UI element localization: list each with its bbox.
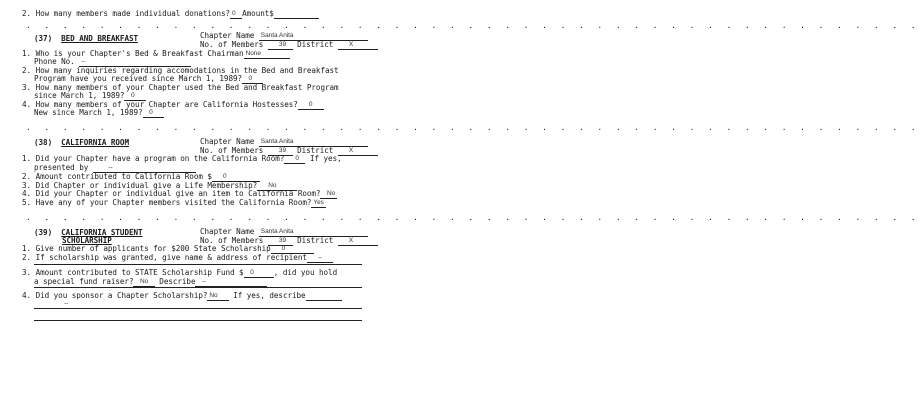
handwritten-answer: 39 — [278, 147, 287, 154]
members-label: No. of Members — [200, 236, 264, 245]
answer-line — [34, 287, 362, 288]
district-label: District — [297, 146, 334, 155]
chapter-name-label: Chapter Name — [200, 137, 255, 146]
question-text: 2. Amount contributed to California Room $ — [22, 172, 212, 181]
question-text: , did you hold — [273, 268, 338, 277]
question-line — [34, 108, 164, 118]
question-text: 1. Who is your Chapter's Bed & Breakfast Chairman — [22, 49, 244, 58]
answer-field — [207, 291, 228, 301]
chapter-name-label: Chapter Name — [200, 227, 255, 236]
handwritten-answer: 0 — [149, 109, 153, 116]
district-field — [338, 40, 378, 50]
question-text: a special fund raiser? — [34, 277, 134, 286]
dotted-separator: . . . . . . . . . . . . . . . . . . . . . . . . . . . . . . . . . . . . . . . . . . . . . . . . . — [26, 123, 920, 132]
handwritten-answer: -- — [81, 58, 86, 65]
answer-field — [230, 9, 242, 19]
district-label: District — [297, 40, 334, 49]
section-number: (38) — [34, 138, 53, 147]
question-text: 3. How many members of your Chapter used the Bed and Breakfast Program — [22, 83, 339, 92]
handwritten-answer: Santa Anita — [260, 32, 294, 39]
question-text: 4. Did you sponsor a Chapter Scholarship? — [22, 291, 208, 300]
question-text: Phone No. — [34, 57, 75, 66]
handwritten-answer: X — [348, 147, 354, 154]
section-heading — [34, 34, 138, 43]
question-line — [22, 198, 326, 208]
handwritten-answer: -- — [64, 300, 69, 307]
section-title: CALIFORNIA ROOM — [61, 138, 129, 147]
section-title: SCHOLARSHIP — [62, 236, 112, 245]
question-text: New since March 1, 1989? — [34, 108, 143, 117]
district-field — [338, 236, 378, 246]
dotted-separator: . . . . . . . . . . . . . . . . . . . . . . . . . . . . . . . . . . . . . . . . . . . . . . . . . — [26, 213, 920, 222]
handwritten-answer: No — [326, 190, 336, 197]
question-text: Program have you received since March 1, 1989? — [34, 74, 243, 83]
question-text: 2. How many inquiries regarding accomodations in the Bed and Breakfast — [22, 66, 339, 75]
answer-field — [306, 291, 342, 301]
section-title: BED AND BREAKFAST — [61, 34, 139, 43]
question-text: 4. How many members of your Chapter are California Hostesses? — [22, 100, 298, 109]
answer-field — [307, 253, 333, 263]
answer-field — [284, 154, 305, 164]
handwritten-answer: 0 — [295, 155, 299, 162]
handwritten-answer: 39 — [278, 41, 287, 48]
answer-field — [133, 277, 154, 287]
handwritten-answer: 0 — [222, 173, 227, 180]
answer-line — [34, 308, 362, 309]
handwritten-answer: X — [348, 41, 354, 48]
answer-line — [34, 264, 362, 265]
handwritten-answer: No — [209, 292, 218, 299]
question-text: 4. Did your Chapter or individual give an item to California Room? — [22, 189, 321, 198]
section-number: (39) — [34, 228, 53, 237]
handwritten-answer: Santa Anita — [260, 228, 294, 235]
handwritten-answer: No — [268, 182, 277, 189]
answer-field — [143, 108, 164, 118]
handwritten-answer: 0 — [130, 92, 135, 99]
district-label: District — [297, 236, 334, 245]
question-text: 1. Give number of applicants for $200 State Scholarship — [22, 244, 271, 253]
answer-field — [311, 198, 325, 208]
dotted-separator: . . . . . . . . . . . . . . . . . . . . . . . . . . . . . . . . . . . . . . . . . . . . . . . . . — [26, 21, 920, 30]
answer-field — [244, 49, 290, 59]
question-line — [34, 277, 267, 287]
question-text: If yes, — [309, 154, 342, 163]
section-title: CALIFORNIA STUDENT — [61, 228, 143, 237]
answer-field — [298, 100, 324, 110]
amount-field — [274, 9, 319, 19]
answer-field — [195, 277, 267, 287]
amount-label: Amount$ — [242, 9, 274, 18]
members-label: No. of Members — [200, 146, 264, 155]
handwritten-answer: Yes — [313, 199, 324, 206]
section-heading — [34, 138, 129, 147]
question-text: since March 1, 1989? — [34, 91, 125, 100]
handwritten-answer: 0 — [232, 10, 236, 17]
question-text: 5. Have any of your Chapter members visited the California Room? — [22, 198, 312, 207]
handwritten-answer: None — [245, 50, 261, 57]
answer-line — [34, 320, 362, 321]
question-text: presented by — [34, 163, 89, 172]
handwritten-answer: -- — [202, 278, 207, 285]
handwritten-answer: 0 — [281, 245, 286, 252]
question-line — [22, 0, 319, 19]
chapter-name-label: Chapter Name — [200, 31, 255, 40]
members-label: No. of Members — [200, 40, 264, 49]
handwritten-answer: 0 — [308, 101, 313, 108]
handwritten-answer: Santa Anita — [260, 138, 294, 145]
district-field — [338, 146, 378, 156]
question-text: 2. If scholarship was granted, give name & address of recipient — [22, 253, 307, 262]
handwritten-answer: 39 — [278, 237, 287, 244]
handwritten-answer: -- — [317, 254, 323, 261]
handwritten-answer: No — [140, 278, 149, 285]
section-number: (37) — [34, 34, 53, 43]
handwritten-answer: -- — [108, 164, 113, 171]
question-text: 3. Amount contributed to STATE Scholarship Fund $ — [22, 268, 244, 277]
question-line — [22, 253, 333, 263]
handwritten-answer: 0 — [250, 269, 254, 276]
question-text: 2. How many members made individual donations? — [22, 9, 231, 18]
handwritten-answer: 0 — [248, 75, 253, 82]
handwritten-answer: X — [348, 237, 354, 244]
question-text: 3. Did Chapter or individual give a Life Membership? — [22, 181, 258, 190]
question-text: If yes, describe — [233, 291, 306, 300]
question-text: Describe — [159, 277, 196, 286]
question-text: 1. Did your Chapter have a program on the California Room? — [22, 154, 285, 163]
